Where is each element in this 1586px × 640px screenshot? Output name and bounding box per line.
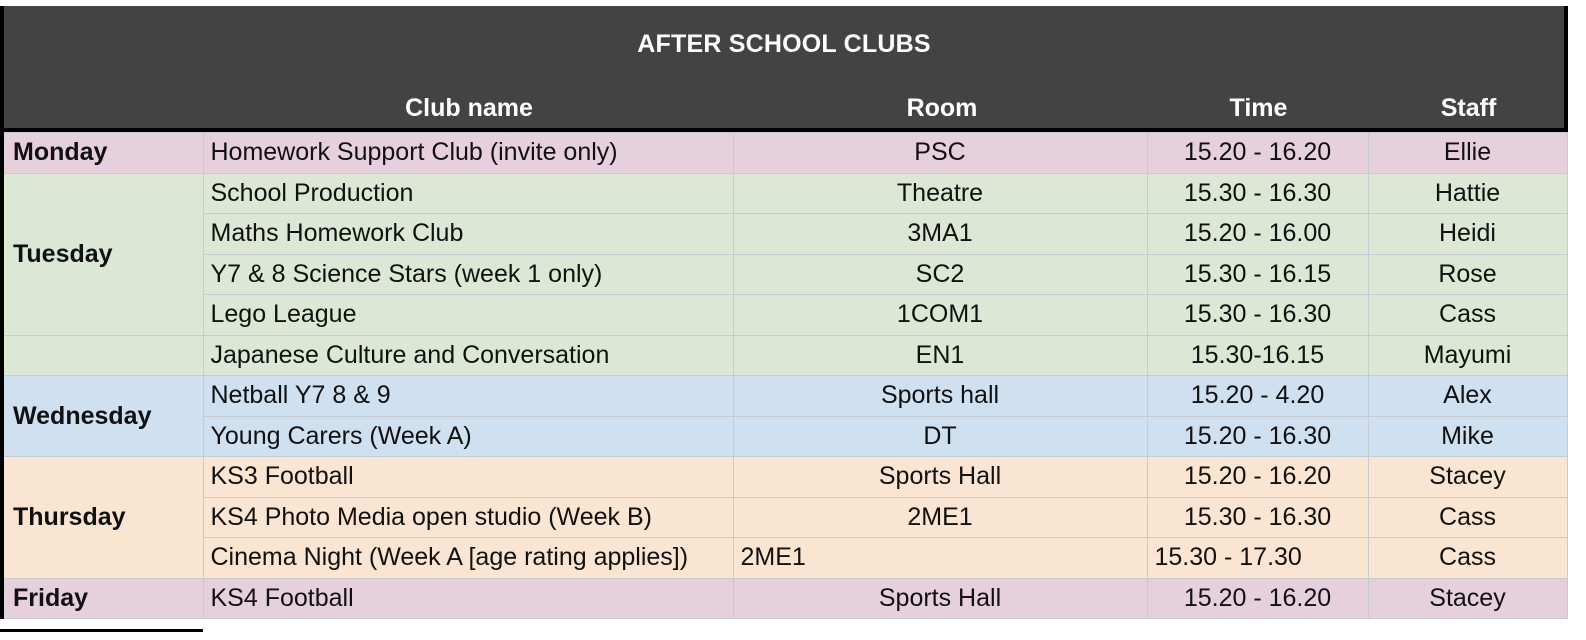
day-cell-friday[interactable]: Friday <box>2 578 203 619</box>
sheet-title[interactable]: AFTER SCHOOL CLUBS <box>637 30 931 58</box>
room-cell[interactable]: Sports hall <box>733 376 1147 417</box>
staff-cell[interactable]: Rose <box>1368 254 1567 295</box>
staff-cell[interactable]: Cass <box>1368 497 1567 538</box>
table-row <box>2 133 1567 174</box>
club-name-cell[interactable]: School Production <box>203 173 733 214</box>
club-name-cell[interactable]: Lego League <box>203 295 733 336</box>
room-cell[interactable]: SC2 <box>733 254 1147 295</box>
staff-cell[interactable]: Mike <box>1368 416 1567 457</box>
time-cell[interactable]: 15.30 - 17.30 <box>1147 538 1368 579</box>
bottom-border <box>0 629 203 632</box>
day-cell-thursday[interactable]: Thursday <box>2 457 203 579</box>
table-row <box>2 295 1567 336</box>
column-header-staff[interactable]: Staff <box>1440 94 1497 122</box>
room-cell[interactable]: Theatre <box>733 173 1147 214</box>
room-cell[interactable]: EN1 <box>733 335 1147 376</box>
time-cell[interactable]: 15.20 - 16.30 <box>1147 416 1368 457</box>
club-name-cell[interactable]: Cinema Night (Week A [age rating applies]) <box>203 538 733 579</box>
header-band <box>0 6 1568 132</box>
day-cell-monday[interactable]: Monday <box>2 133 203 174</box>
time-cell[interactable]: 15.30 - 16.30 <box>1147 173 1368 214</box>
time-cell[interactable]: 15.30 - 16.15 <box>1147 254 1368 295</box>
staff-cell[interactable]: Hattie <box>1368 173 1567 214</box>
clubs-table <box>0 132 1568 619</box>
staff-cell[interactable]: Ellie <box>1368 133 1567 174</box>
staff-cell[interactable]: Heidi <box>1368 214 1567 255</box>
column-header-time[interactable]: Time <box>1229 94 1288 122</box>
staff-cell[interactable]: Stacey <box>1368 457 1567 498</box>
room-cell[interactable]: 1COM1 <box>733 295 1147 336</box>
table-row <box>2 214 1567 255</box>
table-row <box>2 254 1567 295</box>
staff-cell[interactable]: Cass <box>1368 538 1567 579</box>
day-cell-wednesday[interactable]: Wednesday <box>2 376 203 457</box>
club-name-cell[interactable]: Y7 & 8 Science Stars (week 1 only) <box>203 254 733 295</box>
time-cell[interactable]: 15.30-16.15 <box>1147 335 1368 376</box>
room-cell[interactable]: 2ME1 <box>733 538 1147 579</box>
club-name-cell[interactable]: KS4 Photo Media open studio (Week B) <box>203 497 733 538</box>
table-row <box>2 416 1567 457</box>
table-row <box>2 335 1567 376</box>
room-cell[interactable]: PSC <box>733 133 1147 174</box>
room-cell[interactable]: Sports Hall <box>733 457 1147 498</box>
day-cell-empty[interactable] <box>2 335 203 376</box>
room-cell[interactable]: Sports Hall <box>733 578 1147 619</box>
time-cell[interactable]: 15.20 - 16.20 <box>1147 133 1368 174</box>
club-name-cell[interactable]: KS3 Football <box>203 457 733 498</box>
column-header-room[interactable]: Room <box>906 94 978 122</box>
staff-cell[interactable]: Mayumi <box>1368 335 1567 376</box>
club-name-cell[interactable]: Netball Y7 8 & 9 <box>203 376 733 417</box>
table-row <box>2 457 1567 498</box>
club-name-cell[interactable]: Japanese Culture and Conversation <box>203 335 733 376</box>
staff-cell[interactable]: Alex <box>1368 376 1567 417</box>
time-cell[interactable]: 15.20 - 16.20 <box>1147 457 1368 498</box>
day-cell-tuesday[interactable]: Tuesday <box>2 173 203 335</box>
staff-cell[interactable]: Stacey <box>1368 578 1567 619</box>
club-name-cell[interactable]: KS4 Football <box>203 578 733 619</box>
room-cell[interactable]: 2ME1 <box>733 497 1147 538</box>
time-cell[interactable]: 15.20 - 16.20 <box>1147 578 1368 619</box>
time-cell[interactable]: 15.30 - 16.30 <box>1147 497 1368 538</box>
room-cell[interactable]: DT <box>733 416 1147 457</box>
column-header-club-name[interactable]: Club name <box>405 94 533 122</box>
time-cell[interactable]: 15.20 - 4.20 <box>1147 376 1368 417</box>
club-name-cell[interactable]: Maths Homework Club <box>203 214 733 255</box>
time-cell[interactable]: 15.20 - 16.00 <box>1147 214 1368 255</box>
table-row <box>2 538 1567 579</box>
time-cell[interactable]: 15.30 - 16.30 <box>1147 295 1368 336</box>
table-row <box>2 497 1567 538</box>
table-row <box>2 578 1567 619</box>
table-row <box>2 173 1567 214</box>
staff-cell[interactable]: Cass <box>1368 295 1567 336</box>
room-cell[interactable]: 3MA1 <box>733 214 1147 255</box>
club-name-cell[interactable]: Homework Support Club (invite only) <box>203 133 733 174</box>
club-name-cell[interactable]: Young Carers (Week A) <box>203 416 733 457</box>
table-row <box>2 376 1567 417</box>
